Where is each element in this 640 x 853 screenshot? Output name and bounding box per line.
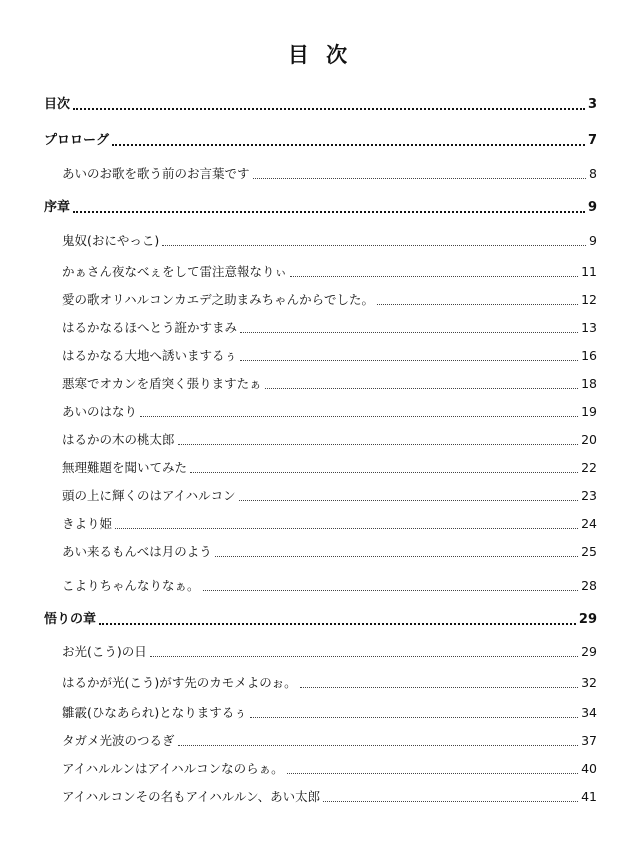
page-title: 目 次 <box>287 43 353 67</box>
toc-entry-label: 頭の上に輝くのはアイハルコン <box>62 488 236 503</box>
toc-entry-label: はるかの木の桃太郎 <box>62 432 175 447</box>
toc-entry-label: あいのはなり <box>62 404 138 419</box>
dot-leader <box>253 178 587 179</box>
toc-page-number: 19 <box>581 404 597 419</box>
toc-page-number: 37 <box>581 733 597 748</box>
toc-section-entry[interactable] <box>62 486 597 506</box>
toc-chapter-entry[interactable] <box>44 198 597 218</box>
toc-entry-label: 序章 <box>44 200 71 215</box>
toc-entry-label: あい来るもんべは月のよう <box>62 544 212 559</box>
toc-section-entry[interactable] <box>62 402 597 422</box>
toc-section-entry[interactable] <box>62 374 597 394</box>
toc-page-number: 32 <box>581 675 597 690</box>
toc-page-number: 7 <box>587 133 597 148</box>
toc-page-number: 9 <box>589 233 597 248</box>
toc-page-number: 9 <box>587 200 597 215</box>
dot-leader <box>377 304 578 305</box>
toc-section-entry[interactable] <box>62 673 597 693</box>
toc-page-number: 23 <box>581 488 597 503</box>
toc-entry-label: かぁさん夜なべぇをして雷注意報なりぃ <box>62 264 288 279</box>
toc-section-entry[interactable] <box>62 164 597 184</box>
dot-leader <box>203 590 579 591</box>
toc-page-number: 28 <box>581 578 597 593</box>
toc-page-number: 41 <box>581 789 597 804</box>
dot-leader <box>190 472 578 473</box>
dot-leader <box>323 801 578 802</box>
toc-page-number: 18 <box>581 376 597 391</box>
dot-leader <box>250 717 578 718</box>
toc-page-number: 13 <box>581 320 597 335</box>
toc-entry-label: プロローグ <box>44 133 110 148</box>
toc-page-number: 12 <box>581 292 597 307</box>
toc-page-number: 22 <box>581 460 597 475</box>
toc-entry-label: はるかなるほへとう誑かすまみ <box>62 320 238 335</box>
toc-entry-label: あいのお歌を歌う前のお言葉です <box>62 166 250 181</box>
toc-section-entry[interactable] <box>62 759 597 779</box>
toc-chapter-entry[interactable] <box>44 95 597 115</box>
dot-leader <box>290 276 578 277</box>
toc-page-number: 40 <box>581 761 597 776</box>
dot-leader <box>150 656 578 657</box>
toc-section-entry[interactable] <box>62 542 597 562</box>
toc-page-number: 29 <box>578 612 597 627</box>
toc-section-entry[interactable] <box>62 430 597 450</box>
dot-leader <box>240 332 578 333</box>
toc-section-entry[interactable] <box>62 642 597 662</box>
dot-leader <box>140 416 578 417</box>
dot-leader <box>99 623 576 625</box>
toc-section-entry[interactable] <box>62 262 597 282</box>
dot-leader <box>73 108 585 110</box>
toc-entry-label: 雛霰(ひなあられ)となりまするぅ <box>62 705 247 720</box>
toc-entry-label: はるかが光(こう)がす先のカモメよのぉ。 <box>62 675 297 690</box>
toc-page-number: 11 <box>581 264 597 279</box>
toc-entry-label: はるかなる大地へ誘いまするぅ <box>62 348 238 363</box>
dot-leader <box>115 528 578 529</box>
toc-section-entry[interactable] <box>62 731 597 751</box>
dot-leader <box>178 444 579 445</box>
toc-entry-label: タガメ光波のつるぎ <box>62 733 175 748</box>
toc-entry-label: アイハルコンその名もアイハルルン、あい太郎 <box>62 789 321 804</box>
toc-section-entry[interactable] <box>62 318 597 338</box>
dot-leader <box>178 745 579 746</box>
toc-page-number: 20 <box>581 432 597 447</box>
toc-entry-label: こよりちゃんなりなぁ。 <box>62 578 200 593</box>
dot-leader <box>265 388 578 389</box>
dot-leader <box>73 211 585 213</box>
dot-leader <box>112 144 585 146</box>
toc-page-number: 34 <box>581 705 597 720</box>
dot-leader <box>287 773 578 774</box>
toc-entry-label: 無理難題を聞いてみた <box>62 460 188 475</box>
toc-entry-label: お光(こう)の日 <box>62 644 147 659</box>
dot-leader <box>300 687 578 688</box>
toc-page-number: 3 <box>587 97 597 112</box>
dot-leader <box>162 245 586 246</box>
toc-entry-label: きより姫 <box>62 516 113 531</box>
toc-section-entry[interactable] <box>62 290 597 310</box>
toc-section-entry[interactable] <box>62 703 597 723</box>
toc-section-entry[interactable] <box>62 787 597 807</box>
toc-entry-label: 愛の歌オリハルコンカエデ之助まみちゃんからでした。 <box>62 292 375 307</box>
toc-entry-label: 鬼奴(おにやっこ) <box>62 233 160 248</box>
toc-section-entry[interactable] <box>62 576 597 596</box>
toc-page-number: 24 <box>581 516 597 531</box>
toc-entry-label: アイハルルンはアイハルコンなのらぁ。 <box>62 761 284 776</box>
toc-section-entry[interactable] <box>62 231 597 251</box>
toc-entry-label: 悪寒でオカンを盾突く張りますたぁ <box>62 376 262 391</box>
toc-page-number: 25 <box>581 544 597 559</box>
toc-section-entry[interactable] <box>62 514 597 534</box>
toc-page-number: 16 <box>581 348 597 363</box>
toc-page-number: 8 <box>589 166 597 181</box>
toc-chapter-entry[interactable] <box>44 131 597 151</box>
toc-entry-label: 悟りの章 <box>44 612 97 627</box>
toc-chapter-entry[interactable] <box>44 610 597 630</box>
toc-page-number: 29 <box>581 644 597 659</box>
toc-entry-label: 目次 <box>44 97 71 112</box>
dot-leader <box>240 360 578 361</box>
toc-section-entry[interactable] <box>62 346 597 366</box>
dot-leader <box>215 556 578 557</box>
toc-section-entry[interactable] <box>62 458 597 478</box>
dot-leader <box>239 500 578 501</box>
